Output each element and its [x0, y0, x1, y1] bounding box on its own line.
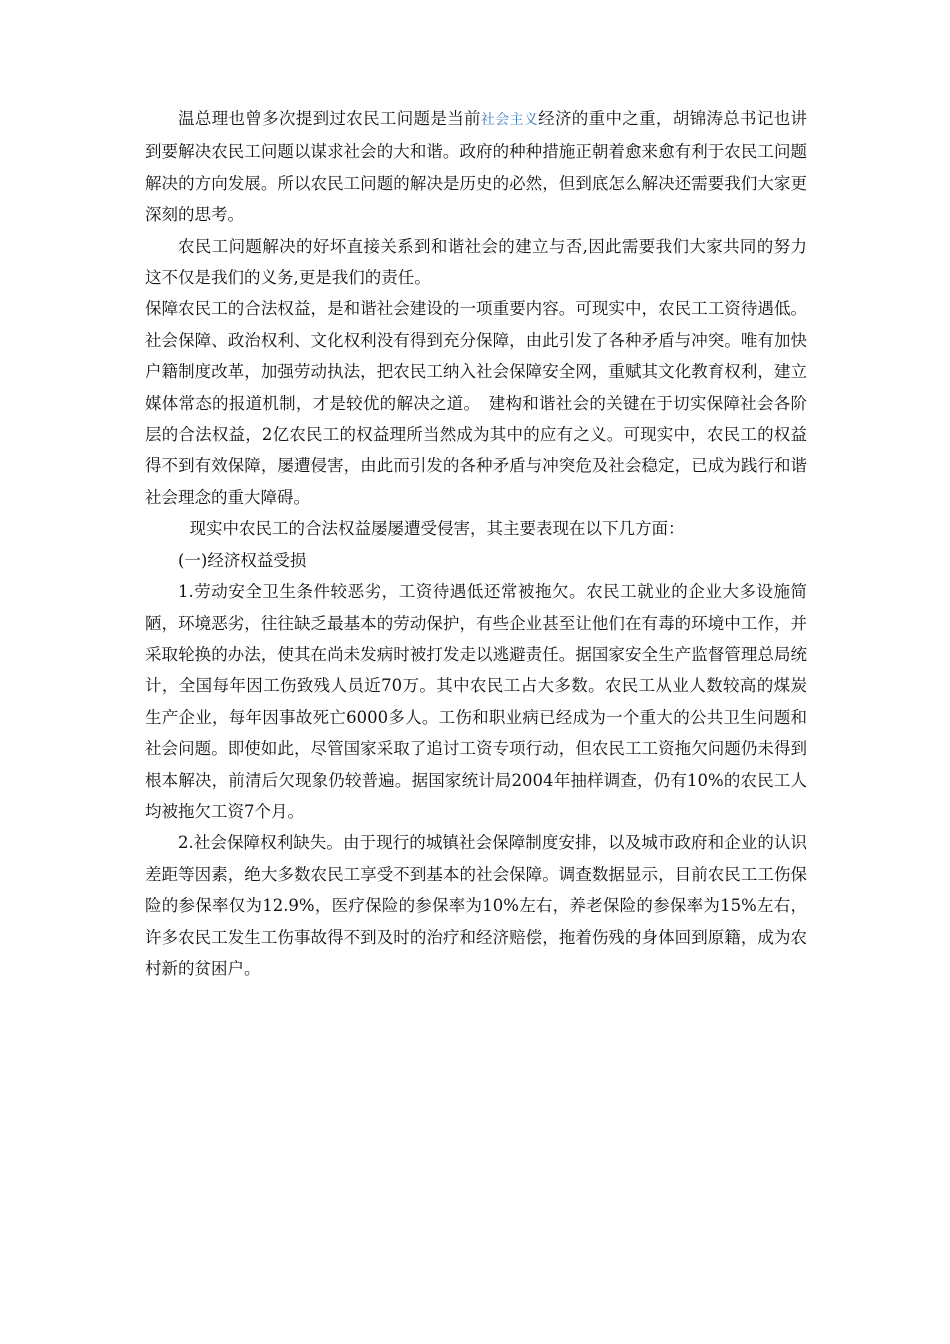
paragraph-item-1: 1.劳动安全卫生条件较恶劣，工资待遇低还常被拖欠。农民工就业的企业大多设施简陋，环境恶劣，往往缺乏最基本的劳动保护，有些企业甚至让他们在有毒的环境中工作，并采取轮换的办法，使其在尚未发病时被打发走以逃避责任。据国家安全生产监督管理总局统计，全国每年因工伤致残人员近70万。其中农民工占大多数。农民工从业人数较高的煤炭生产企业，每年因事故死亡6000多人。工伤和职业病已经成为一个重大的公共卫生问题和社会问题。即使如此，尽管国家采取了追讨工资专项行动，但农民工工资拖欠问题仍未得到根本解决，前清后欠现象仍较普遍。据国家统计局2004年抽样调查，仍有10%的农民工人均被拖欠工资7个月。: [145, 582, 807, 821]
paragraph-text: 温总理也曾多次提到过农民工问题是当前: [178, 109, 481, 128]
paragraph-intro-list: 现实中农民工的合法权益屡屡遭受侵害，其主要表现在以下几方面：: [189, 519, 685, 539]
document-page: [145, 103, 807, 984]
paragraph-rights-protection: 保障农民工的合法权益，是和谐社会建设的一项重要内容。可现实中，农民工工资待遇低。社会保障、政治权利、文化权利没有得到充分保障，由此引发了各种矛盾与冲突。唯有加快户籍制度改革，加强劳动执法，把农民工纳入社会保障安全网，重赋其文化教育权利，建立媒体常态的报道机制，才是较优的解决之道。 建构和谐社会的关键在于切实保障社会各阶层的合法权益，2亿农民工的权益理所当然成为其中的应有之义。可现实中，农民工的权益得不到有效保障，屡遭侵害，由此而引发的各种矛盾与冲突危及社会稳定，已成为践行和谐社会理念的重大障碍。: [145, 299, 807, 507]
socialism-link[interactable]: 社会主义: [480, 112, 539, 128]
paragraph-text: 经济的重中之重，胡锦涛总书记也讲到要解决农民工问题以谋求社会的大和谐。政府的种种措施正朝着愈来愈有利于农民工问题解决的方向发展。所以农民工问题的解决是历史的必然，但到底怎么解决还需要我们大家更深刻的思考。: [145, 109, 808, 225]
section-heading-economic: (一)经济权益受损: [178, 550, 307, 570]
paragraph-harmony: 农民工问题解决的好坏直接关系到和谐社会的建立与否,因此需要我们大家共同的努力这不仅是我们的义务,更是我们的责任。: [145, 236, 807, 288]
paragraph-item-2: 2.社会保障权利缺失。由于现行的城镇社会保障制度安排，以及城市政府和企业的认识差距等因素，绝大多数农民工享受不到基本的社会保障。调查数据显示，目前农民工工伤保险的参保率仅为12.9%，医疗保险的参保率为10%左右，养老保险的参保率为15%左右，许多农民工发生工伤事故得不到及时的治疗和经济赔偿，拖着伤残的身体回到原籍，成为农村新的贫困户。: [145, 833, 807, 978]
paragraph-premier-remarks: [145, 103, 807, 231]
